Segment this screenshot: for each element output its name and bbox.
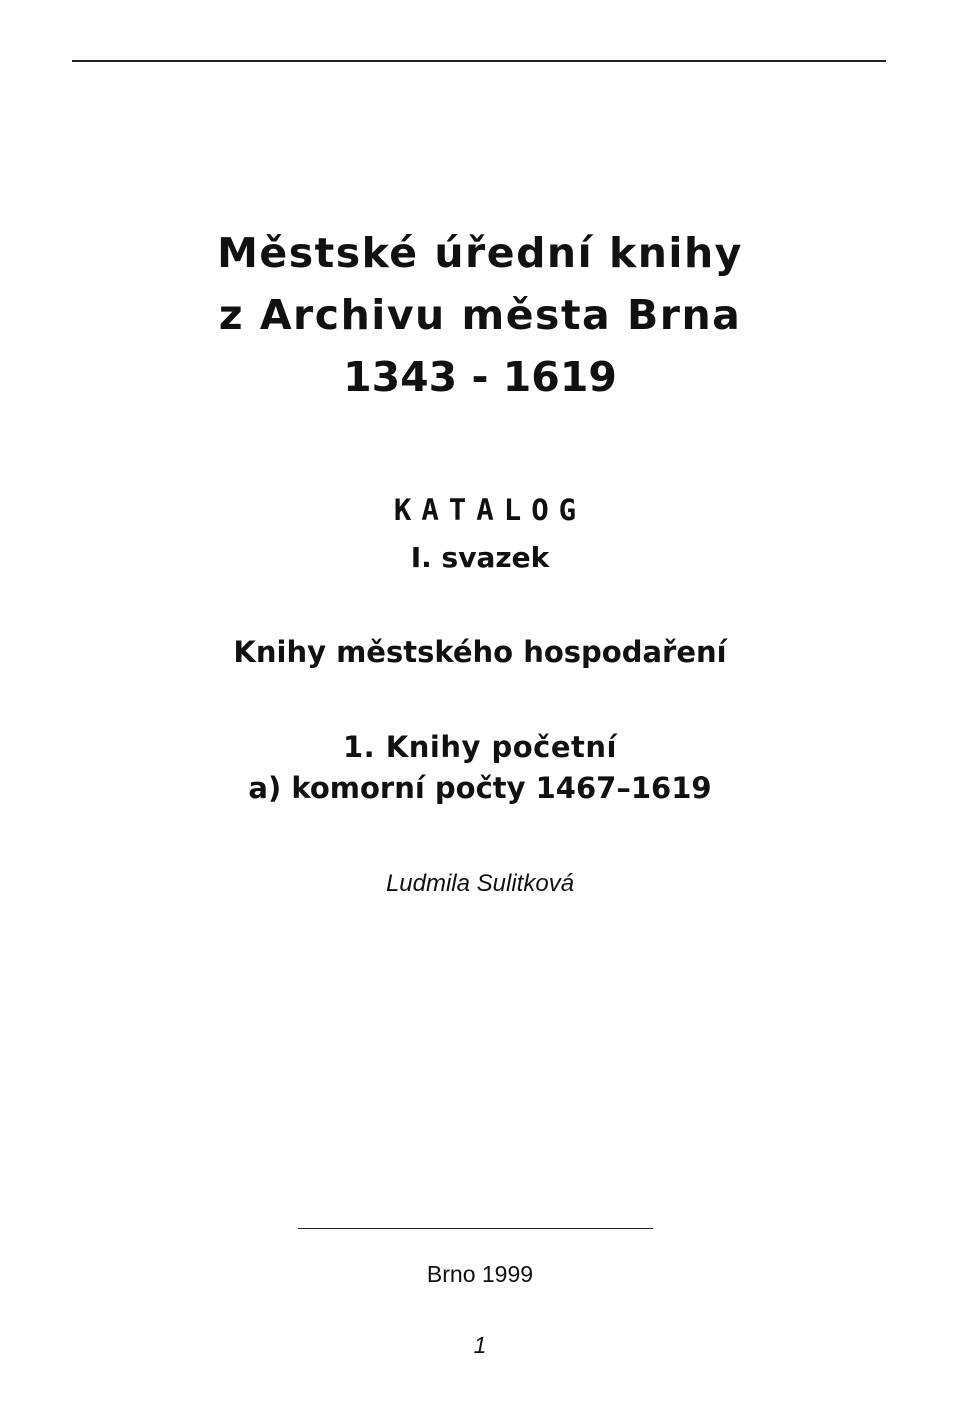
subpart-title: a) komorní počty 1467–1619 (248, 771, 712, 805)
part-title: 1. Knihy početní (343, 730, 617, 764)
catalog-label: KATALOG (393, 493, 587, 527)
title-line-2: z Archivu města Brna (218, 291, 742, 339)
bottom-rule (298, 1228, 653, 1229)
publication-place-year: Brno 1999 (426, 1261, 534, 1287)
title-line-1: Městské úřední knihy (217, 229, 743, 277)
page-number: 1 (473, 1332, 487, 1358)
title-years: 1343 - 1619 (343, 353, 617, 401)
page-title (0, 222, 960, 408)
volume-label: I. svazek (410, 541, 550, 574)
author-name: Ludmila Sulitková (385, 870, 575, 897)
top-rule (72, 60, 886, 62)
series-title: Knihy městského hospodaření (233, 635, 727, 669)
